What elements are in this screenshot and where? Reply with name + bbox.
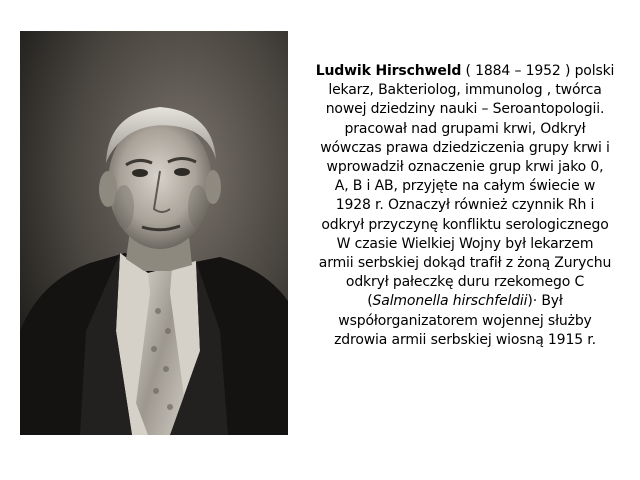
text-line: armii serbskiej dokąd trafił z żoną Zurychu xyxy=(318,255,612,272)
text-line: 1928 r. Oznaczył również czynnik Rh i xyxy=(335,197,595,214)
text-line: odkrył pałeczkę duru rzekomego C xyxy=(345,274,585,291)
paren-close: )· Był xyxy=(527,293,563,310)
person-name: Ludwik Hirschweld xyxy=(315,63,462,79)
text-line: W czasie Wielkiej Wojny był lekarzem xyxy=(336,235,594,252)
lifespan-text: ( 1884 – 1952 ) polski xyxy=(461,63,615,79)
text-line xyxy=(300,292,630,311)
text-line: wprowadził oznaczenie grup krwi jako 0, xyxy=(326,159,604,176)
text-line: odkrył przyczynę konfliktu serologicznego xyxy=(321,216,609,233)
portrait-photo xyxy=(20,31,288,435)
text-line: zdrowia armii serbskiej wiosną 1915 r. xyxy=(334,331,596,348)
text-line xyxy=(300,62,630,81)
text-line: pracował nad grupami krwi, Odkrył xyxy=(344,120,586,137)
text-line: nowej dziedziny nauki – Seroantopologii. xyxy=(325,101,605,118)
paren-open: ( xyxy=(367,293,373,310)
text-line: wówczas prawa dziedziczenia grupy krwi i xyxy=(320,139,610,156)
species-name: Salmonella hirschfeldii xyxy=(372,293,528,310)
biography-text xyxy=(300,62,630,350)
text-line: A, B i AB, przyjęte na całym świecie w xyxy=(334,178,596,195)
text-line: lekarz, Bakteriolog, immunolog , twórca xyxy=(328,82,602,99)
text-line: współorganizatorem wojennej służby xyxy=(338,312,592,329)
